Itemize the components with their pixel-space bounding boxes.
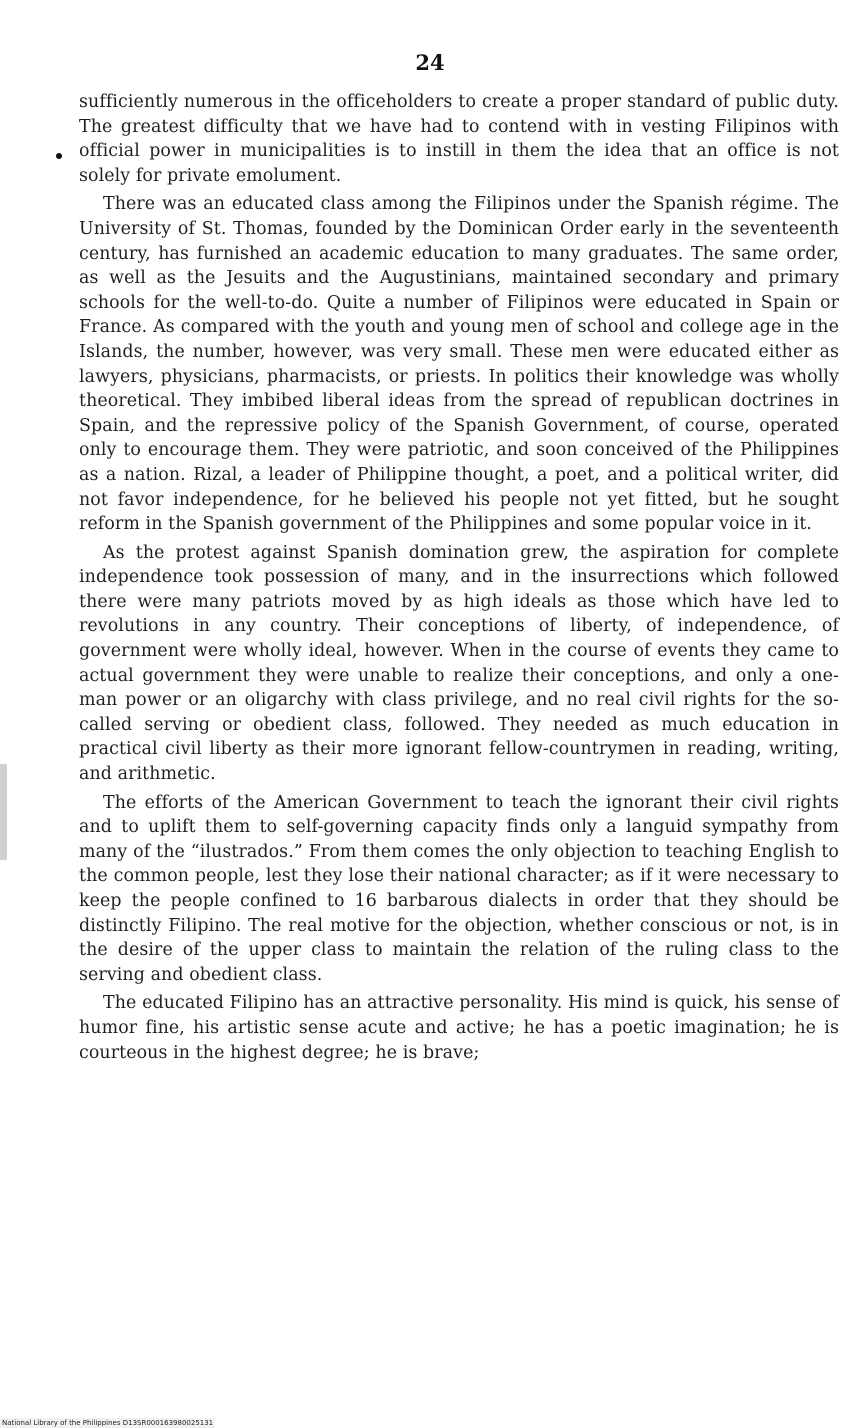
page-number: 24: [415, 50, 445, 75]
body-text: [79, 90, 839, 1067]
margin-binding-mark: [0, 764, 7, 860]
paragraph-independence: As the protest against Spanish domination grew, the aspiration for complete independence took possession of many, and in the insurrections which followed there were many patriots moved by as high ideals as those which have led to revolutions in any country. Their conceptions of liberty, of independence, of government were wholly ideal, however. When in the course of events they came to actual government they were unable to realize their conceptions, and only a one-man power or an oligarchy with class privilege, and no real civil rights for the so-called serving or obedient class, followed. They needed as much education in practical civil liberty as their more ignorant fellow-countrymen in reading, writing, and arithmetic.: [79, 542, 839, 785]
footer-credit: National Library of the Philippines D13SR000163980025131: [2, 1419, 214, 1427]
margin-dot: [56, 153, 62, 159]
paragraph-continuation: sufficiently numerous in the officeholders to create a proper standard of public duty. The greatest difficulty that we have had to contend with in vesting Filipinos with official power in municipalities is to instill in them the idea that an office is not solely for private emolument.: [79, 92, 839, 186]
paragraph-educated-class: There was an educated class among the Filipinos under the Spanish régime. The University of St. Thomas, founded by the Dominican Order early in the seventeenth century, has furnished an academic education to many graduates. The same order, as well as the Jesuits and the Augustinians, maintained secondary and primary schools for the well-to-do. Quite a number of Filipinos were educated in Spain or France. As compared with the youth and young men of school and college age in the Islands, the number, however, was very small. These men were educated either as lawyers, physicians, pharmacists, or priests. In politics their knowledge was wholly theoretical. They imbibed liberal ideas from the spread of republican doctrines in Spain, and the repressive policy of the Spanish Government, of course, operated only to encourage them. They were patriotic, and soon conceived of the Philippines as a nation. Rizal, a leader of Philippine thought, a poet, and a political writer, did not favor independence, for he believed his people not yet fitted, but he sought reform in the Spanish government of the Philippines and some popular voice in it.: [79, 194, 839, 535]
paragraph-educated-filipino: The educated Filipino has an attractive personality. His mind is quick, his sense of humor fine, his artistic sense acute and active; he has a poetic imagination; he is courteous in the highest degree; he is brave;: [79, 993, 839, 1063]
paragraph-american-government: The efforts of the American Government to teach the ignorant their civil rights and to uplift them to self-governing capacity finds only a languid sympathy from many of the “ilustrados.” From them comes the only objection to teaching English to the common people, lest they lose their national character; as if it were necessary to keep the people confined to 16 barbarous dialects in order that they should be distinctly Filipino. The real motive for the objection, whether conscious or not, is in the desire of the upper class to maintain the relation of the ruling class to the serving and obedient class.: [79, 792, 839, 985]
